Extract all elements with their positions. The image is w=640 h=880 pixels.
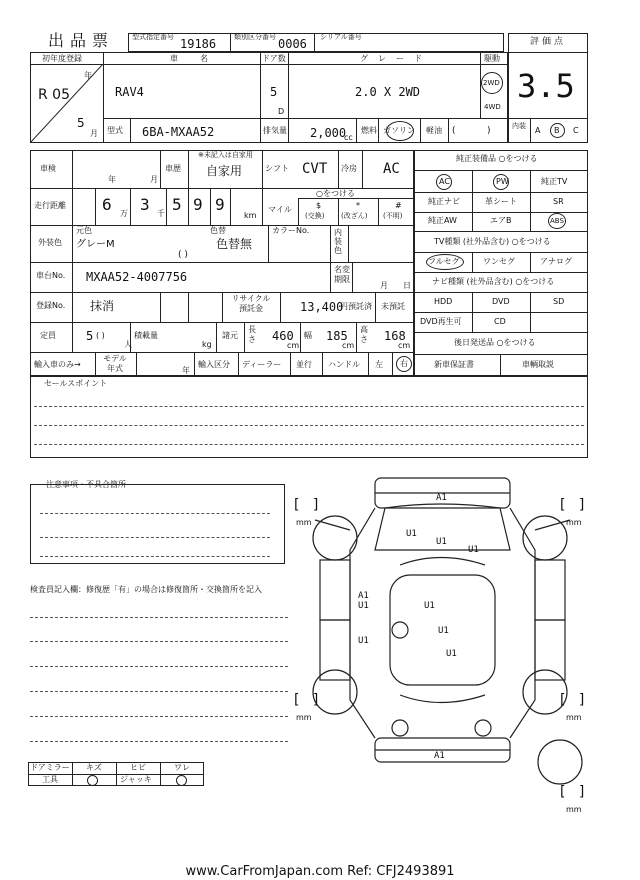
width-cm: cm [342, 341, 355, 350]
name-change-label: 名変期限 [334, 265, 350, 284]
car-name: RAV4 [115, 85, 144, 99]
capacity-paren: ( ) [96, 331, 105, 340]
equip-sr: SR [553, 197, 564, 206]
recycle-value: 13,400 [300, 300, 344, 314]
interior-color-label: 内装色 [334, 228, 342, 255]
name-label: 車名 [170, 54, 230, 63]
first-reg-label: 初年度登録 [42, 54, 82, 63]
legend-h0: ドアミラー [30, 763, 70, 772]
height-value: 168 [384, 329, 406, 343]
damage-mark: U1 [436, 537, 447, 547]
mileage-label: 走行距離 [34, 201, 66, 210]
first-reg-month-unit: 月 [90, 129, 98, 138]
bracket-rl: [ ] [294, 692, 319, 708]
navi-title: ナビ種類 (社外品含む) ○をつける [432, 277, 555, 286]
interior-label: 内装 [512, 122, 526, 130]
handle-label: ハンドル [328, 360, 360, 369]
first-reg-year-unit: 年 [84, 71, 92, 80]
recycle-unit: 円預託済 [340, 302, 372, 311]
damage-mark: A1 [436, 493, 447, 503]
equip-abs: ABS [550, 217, 564, 225]
score-value: 3.5 [517, 67, 575, 105]
altered-sym: * [356, 201, 360, 210]
width-label: 幅 [304, 331, 312, 340]
tv-title: TV種類 (社外品含む) ○をつける [434, 237, 551, 246]
navi-cd: CD [494, 317, 506, 326]
import-label: 輸入車のみ→ [34, 360, 81, 369]
model-year-label: モデル年式 [103, 354, 127, 373]
name-change-month: 月 [380, 281, 388, 290]
capacity-value: 5 [86, 329, 94, 343]
cooler-label: 冷房 [341, 164, 357, 173]
mileage-digit-3: 9 [215, 195, 225, 214]
door-label: ドア数 [262, 54, 286, 63]
equip-airbag: エアB [490, 216, 512, 225]
legend-h2: ヒビ [130, 763, 146, 772]
displacement-label: 排気量 [263, 126, 287, 135]
navi-hdd: HDD [434, 297, 453, 306]
damage-mark: U1 [406, 529, 417, 539]
bracket-fr: [ ] [560, 497, 585, 513]
equip-pw: PW [496, 177, 509, 186]
km-unit: km [244, 211, 257, 220]
displacement-value: 2,000 [310, 126, 347, 140]
mileage-digit-2: 9 [193, 195, 203, 214]
defects-label: 注意事項・不具合箇所 [46, 480, 126, 489]
model-year-unit: 年 [182, 366, 190, 375]
model-value: 6BA-MXAA52 [142, 125, 215, 139]
type-no-label: 型式指定番号 [132, 33, 174, 41]
left-option: 左 [375, 360, 383, 369]
color-change-value: 色替無 [216, 237, 253, 251]
mileage-man: 6 [102, 195, 112, 214]
length-value: 460 [272, 329, 294, 343]
damage-mark: U1 [358, 636, 369, 646]
docs-title: 後日発送品 ○をつける [454, 338, 536, 347]
docs-warranty: 新車保証書 [434, 360, 474, 369]
mm-rr: mm [566, 713, 582, 722]
fuel-label: 燃料 [361, 126, 377, 135]
car-diagram [290, 470, 590, 820]
legend-r2: ジャッキ [120, 775, 152, 784]
orig-color-value: グレーM [76, 239, 115, 250]
circle-note: ○をつける [316, 189, 355, 198]
sen-unit: 千 [157, 209, 165, 218]
bracket-rr: [ ] [560, 692, 585, 708]
load-label: 積載量 [134, 331, 158, 340]
grade-value: 2.0 X 2WD [355, 85, 421, 99]
genuine-title: 純正装備品 ○をつける [456, 154, 538, 163]
exchange-label: (交換) [305, 212, 325, 220]
legend-mark-1 [87, 775, 98, 786]
class-no-value: 0006 [278, 37, 307, 51]
footer-ref: www.CarFromJapan.com Ref: CFJ2493891 [185, 864, 455, 879]
score-label: 評価点 [530, 37, 567, 47]
history-note: ※未記入は自家用 [198, 151, 253, 159]
unknown-sym: # [395, 201, 402, 210]
tv-fullseg: フルセグ [428, 257, 460, 266]
grade-label: グレード [360, 54, 432, 63]
legend-r0: 工具 [42, 775, 58, 784]
mileage-digit-1: 5 [172, 195, 182, 214]
sales-point-label: セールスポイント [44, 379, 108, 388]
width-value: 185 [326, 329, 348, 343]
defects-box [30, 484, 285, 564]
model-label: 型式 [107, 126, 123, 135]
altered-label: (改ざん) [341, 212, 368, 220]
inspection-month: 月 [150, 175, 158, 184]
serial-label: シリアル番号 [320, 33, 362, 41]
docs-manual: 車輌取説 [522, 360, 554, 369]
legend-mark-3 [176, 775, 187, 786]
tv-analog: アナログ [540, 257, 572, 266]
bracket-fl: [ ] [294, 497, 319, 513]
fuel-paren: ( ) [452, 126, 491, 136]
right-option: 右 [400, 359, 408, 368]
name-change-day: 日 [403, 281, 411, 290]
dealer-option: ディーラー [242, 360, 282, 369]
equip-ac: AC [439, 177, 450, 186]
interior-grade-c: C [573, 126, 579, 135]
parallel-option: 並行 [296, 360, 312, 369]
inspection-label: 車検 [40, 164, 56, 173]
chassis-label: 車台No. [36, 271, 66, 280]
drive-2wd: 2WD [483, 79, 500, 87]
equip-navi: 純正ナビ [428, 197, 460, 206]
length-label: 長さ [248, 325, 256, 344]
navi-sd: SD [553, 297, 565, 306]
navi-dvd-play: DVD再生可 [420, 317, 462, 326]
fuel-value: ガソリン [383, 126, 415, 135]
type-no-value: 19186 [180, 37, 217, 51]
cc-unit: cc [344, 133, 353, 142]
exchange-sym: $ [316, 201, 322, 210]
length-cm: cm [287, 341, 300, 350]
interior-grade-a: A [535, 126, 541, 135]
not-deposited: 未預託 [381, 302, 405, 311]
unknown-label: (不明) [383, 212, 403, 220]
door-type: D [278, 107, 285, 116]
registration-value: 抹消 [90, 299, 115, 313]
capacity-label: 定員 [40, 331, 56, 340]
drive-label: 駆動 [484, 54, 500, 63]
dims-label: 諸元 [222, 331, 238, 340]
tv-oneseg: ワンセグ [483, 257, 515, 266]
bracket-spare: [ ] [560, 784, 585, 800]
damage-mark: U1 [358, 601, 369, 611]
interior-grade-b: B [554, 126, 560, 135]
damage-mark: U1 [468, 545, 479, 555]
man-unit: 万 [120, 209, 128, 218]
damage-mark: U1 [446, 649, 457, 659]
legend-h1: キズ [86, 763, 102, 772]
mm-fl: mm [296, 518, 312, 527]
shift-value: CVT [302, 161, 328, 177]
color-no-label: カラーNo. [272, 226, 310, 235]
equip-aw: 純正AW [428, 216, 457, 225]
capacity-unit: 人 [124, 340, 132, 349]
inspector-label: 検査員記入欄：修復歴「有」の場合は修復箇所・交換箇所を記入 [30, 585, 262, 594]
mm-spare: mm [566, 805, 582, 814]
class-no-label: 類別区分番号 [234, 33, 276, 41]
navi-dvd: DVD [492, 297, 510, 306]
damage-mark: U1 [438, 626, 449, 636]
equip-leather: 革シート [485, 197, 517, 206]
damage-mark: U1 [424, 601, 435, 611]
legend-h3: ワレ [174, 763, 190, 772]
damage-mark: A1 [434, 751, 445, 761]
first-reg-year: R 05 [38, 87, 70, 103]
registration-label: 登録No. [36, 301, 66, 310]
color-label: 外装色 [38, 238, 62, 247]
mileage-sen: 3 [140, 195, 150, 214]
equip-tv: 純正TV [541, 177, 568, 186]
shift-label: シフト [265, 164, 289, 173]
color-change-label: 色替 [210, 226, 226, 235]
door-count: 5 [270, 85, 278, 99]
history-label: 車歴 [165, 164, 181, 173]
mile-label: マイル [268, 205, 292, 214]
page-title: 出品票 [48, 31, 115, 50]
height-label: 高さ [360, 325, 368, 344]
diesel-label: 軽油 [426, 126, 442, 135]
first-reg-month: 5 [77, 116, 85, 130]
drive-4wd: 4WD [484, 103, 501, 111]
height-cm: cm [398, 341, 411, 350]
cooler-value: AC [383, 161, 400, 177]
load-unit: kg [202, 340, 212, 349]
import-type-label: 輸入区分 [198, 360, 230, 369]
inspection-year: 年 [108, 175, 116, 184]
chassis-value: MXAA52-4007756 [86, 270, 188, 284]
mm-rl: mm [296, 713, 312, 722]
history-value: 自家用 [206, 164, 243, 178]
damage-mark: A1 [358, 591, 369, 601]
recycle-label: リサイクル預託金 [231, 294, 271, 313]
mm-fr: mm [566, 518, 582, 527]
sales-point-box [30, 376, 588, 458]
orig-color-label: 元色 [76, 226, 92, 235]
color-paren: ( ) [178, 250, 188, 260]
